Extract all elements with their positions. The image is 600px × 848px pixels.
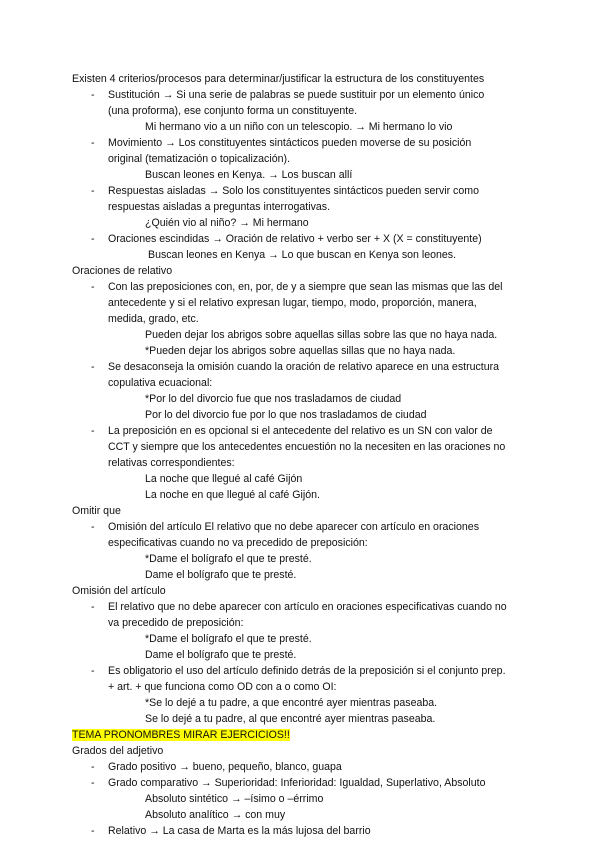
- omitir-que-item-line-1: Omisión del artículo El relativo que no debe aparecer con artículo en oraciones: [108, 521, 479, 533]
- bullet-dash: -: [91, 425, 95, 437]
- highlighted-text: TEMA PRONOMBRES MIRAR EJERCICIOS!!: [72, 729, 290, 741]
- relativo-item-1-line-2: antecedente y si el relativo expresan lugar, tiempo, modo, proporción, manera,: [108, 297, 477, 309]
- grados-item-positivo: Grado positivo → bueno, pequeño, blanco, guapa: [108, 761, 342, 773]
- relativo-item-1-line-1: Con las preposiciones con, en, por, de y a siempre que sean las mismas que las del: [108, 281, 503, 293]
- example-text: Buscan leones en Kenya → Lo que buscan en Kenya son leones.: [148, 249, 457, 261]
- relativo-item-3-line-3: relativas correspondientes:: [108, 457, 235, 469]
- grados-item-relativo: Relativo → La casa de Marta es la más lujosa del barrio: [108, 825, 371, 837]
- example-text: La noche que llegué al café Gijón: [145, 473, 303, 485]
- example-text: Absoluto analítico → con muy: [145, 809, 286, 821]
- section-heading-grados: Grados del adjetivo: [72, 745, 164, 757]
- example-text: La noche en que llegué al café Gijón.: [145, 489, 320, 501]
- omitir-que-item-line-2: especificativas cuando no va precedido de preposición:: [108, 537, 368, 549]
- example-text: ¿Quién vio al niño? → Mi hermano: [145, 217, 309, 229]
- criterio-sustitucion-line-2: (una proforma), ese conjunto forma un constituyente.: [108, 105, 358, 117]
- example-text: Absoluto sintético → –ísimo o –érrimo: [145, 793, 324, 805]
- criterio-sustitucion-line-1: Sustitución → Si una serie de palabras se puede sustituir por un elemento único: [108, 89, 485, 101]
- section-heading-omitir-que: Omitir que: [72, 505, 121, 517]
- example-text: Dame el bolígrafo que te presté.: [145, 569, 297, 581]
- relativo-item-2-line-1: Se desaconseja la omisión cuando la oración de relativo aparece en una estructura: [108, 361, 500, 373]
- bullet-dash: -: [91, 137, 95, 149]
- bullet-dash: -: [91, 761, 95, 773]
- bullet-dash: -: [91, 777, 95, 789]
- criterio-respuestas-line-2: respuestas aisladas a preguntas interrogativas.: [108, 201, 331, 213]
- grados-item-comparativo: Grado comparativo → Superioridad: Inferioridad: Igualdad, Superlativo, Absoluto: [108, 777, 486, 789]
- bullet-dash: -: [91, 825, 95, 837]
- bullet-dash: -: [91, 281, 95, 293]
- relativo-item-3-line-1: La preposición en es opcional si el antecedente del relativo es un SN con valor de: [108, 425, 493, 437]
- example-text: Mi hermano vio a un niño con un telescopio. → Mi hermano lo vio: [145, 121, 453, 133]
- bullet-dash: -: [91, 89, 95, 101]
- omision-item-1-line-2: va precedido de preposición:: [108, 617, 244, 629]
- example-text: Dame el bolígrafo que te presté.: [145, 649, 297, 661]
- example-text: *Dame el bolígrafo el que te presté.: [145, 553, 312, 565]
- omision-item-2-line-1: Es obligatorio el uso del artículo definido detrás de la preposición si el conjunto prep.: [108, 665, 506, 677]
- section-heading-omision-articulo: Omisión del artículo: [72, 585, 166, 597]
- example-text: Pueden dejar los abrigos sobre aquellas sillas sobre las que no haya nada.: [145, 329, 498, 341]
- criterio-respuestas-line-1: Respuestas aisladas → Solo los constituyentes sintácticos pueden servir como: [108, 185, 479, 197]
- example-text: Se lo dejé a tu padre, al que encontré ayer mientras paseaba.: [145, 713, 436, 725]
- bullet-dash: -: [91, 185, 95, 197]
- bullet-dash: -: [91, 601, 95, 613]
- omision-item-2-line-2: + art. + que funciona como OD con a o como OI:: [108, 681, 337, 693]
- criterio-escindidas-line-1: Oraciones escindidas → Oración de relativo + verbo ser + X (X = constituyente): [108, 233, 482, 245]
- example-text: *Pueden dejar los abrigos sobre aquellas sillas que no haya nada.: [145, 345, 456, 357]
- example-text: *Dame el bolígrafo el que te presté.: [145, 633, 312, 645]
- example-text: *Por lo del divorcio fue que nos trasladamos de ciudad: [145, 393, 402, 405]
- criterio-movimiento-line-1: Movimiento → Los constituyentes sintácticos pueden moverse de su posición: [108, 137, 472, 149]
- bullet-dash: -: [91, 233, 95, 245]
- relativo-item-1-line-3: medida, grado, etc.: [108, 313, 199, 325]
- relativo-item-2-line-2: copulativa ecuacional:: [108, 377, 213, 389]
- section-heading-relativo: Oraciones de relativo: [72, 265, 173, 277]
- highlight-note: [72, 727, 290, 743]
- bullet-dash: -: [91, 361, 95, 373]
- bullet-dash: -: [91, 665, 95, 677]
- criterio-movimiento-line-2: original (tematización o topicalización).: [108, 153, 290, 165]
- omision-item-1-line-1: El relativo que no debe aparecer con artículo en oraciones especificativas cuando no: [108, 601, 507, 613]
- bullet-dash: -: [91, 521, 95, 533]
- example-text: Buscan leones en Kenya. → Los buscan allí: [145, 169, 353, 181]
- example-text: Por lo del divorcio fue por lo que nos trasladamos de ciudad: [145, 409, 427, 421]
- relativo-item-3-line-2: CCT y siempre que los antecedentes encuestión no la necesiten en las oraciones no: [108, 441, 506, 453]
- intro-text: Existen 4 criterios/procesos para determinar/justificar la estructura de los constituyentes: [72, 73, 485, 85]
- example-text: *Se lo dejé a tu padre, a que encontré ayer mientras paseaba.: [145, 697, 438, 709]
